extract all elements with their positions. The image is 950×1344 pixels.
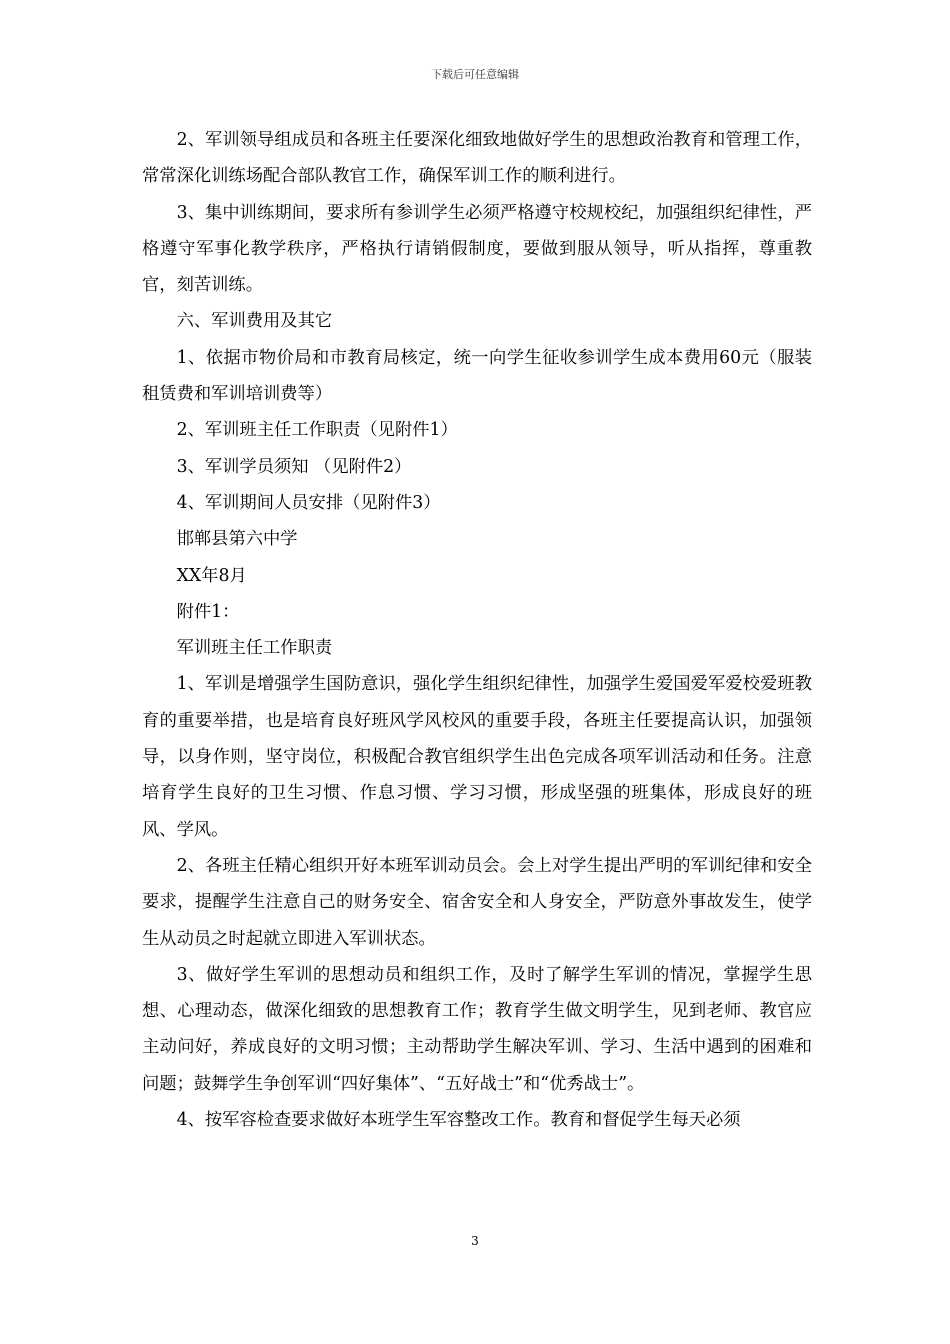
paragraph-fee-4: 4、军训期间人员安排（见附件3） [176, 492, 441, 513]
paragraph-attachment-3: 3、做好学生军训的思想动员和组织工作，及时了解学生军训的情况，掌握学生思想、心理动态，做深化细致的思想教育工作；教育学生做文明学生，见到老师、教官应主动问好，养成良好的文明习惯；主动帮助学生解决军训、学习、生活中遇到的困难和问题；鼓舞学生争创军训“四好集体”、“五好战士”和“优秀战士”。 [142, 964, 812, 1094]
paragraph-attachment-1: 1、军训是增强学生国防意识，强化学生组织纪律性，加强学生爱国爱军爱校爱班教育的重要举措，也是培育良好班风学风校风的重要手段，各班主任要提高认识，加强领导，以身作则，坚守岗位，积极配合教官组织学生出色完成各项军训活动和任务。注意培育学生良好的卫生习惯、作息习惯、学习习惯，形成坚强的班集体，形成良好的班风、学风。 [142, 674, 812, 840]
paragraph-fee-1: 1、依据市物价局和市教育局核定，统一向学生征收参训学生成本费用60元（服装租赁费和军训培训费等） [142, 347, 812, 405]
school-name: 邯郸县第六中学 [176, 529, 298, 550]
attachment-label: 附件1： [176, 601, 240, 622]
paragraph-fee-2: 2、军训班主任工作职责（见附件1） [176, 420, 458, 441]
attachment-title: 军训班主任工作职责 [176, 638, 333, 659]
page-number: 3 [471, 1234, 479, 1248]
section-heading-fees: 六、军训费用及其它 [176, 311, 333, 332]
page-header: 下载后可任意编辑 [431, 68, 519, 81]
paragraph-duty-2: 2、军训领导组成员和各班主任要深化细致地做好学生的思想政治教育和管理工作，常常深化训练场配合部队教官工作，确保军训工作的顺利进行。 [142, 130, 812, 187]
paragraph-duty-3: 3、集中训练期间，要求所有参训学生必须严格遵守校规校纪，加强组织纪律性，严格遵守军事化教学秩序，严格执行请销假制度，要做到服从领导，听从指挥，尊重教官，刻苦训练。 [142, 202, 812, 296]
paragraph-attachment-2: 2、各班主任精心组织开好本班军训动员会。会上对学生提出严明的军训纪律和安全要求，提醒学生注意自己的财务安全、宿舍安全和人身安全，严防意外事故发生，使学生从动员之时起就立即进入军训状态。 [142, 855, 812, 949]
paragraph-fee-3: 3、军训学员须知 （见附件2） [176, 456, 412, 477]
paragraph-attachment-4: 4、按军容检查要求做好本班学生军容整改工作。教育和督促学生每天必须 [176, 1110, 741, 1131]
document-body [142, 122, 812, 1138]
document-date: XX年8月 [176, 565, 247, 586]
